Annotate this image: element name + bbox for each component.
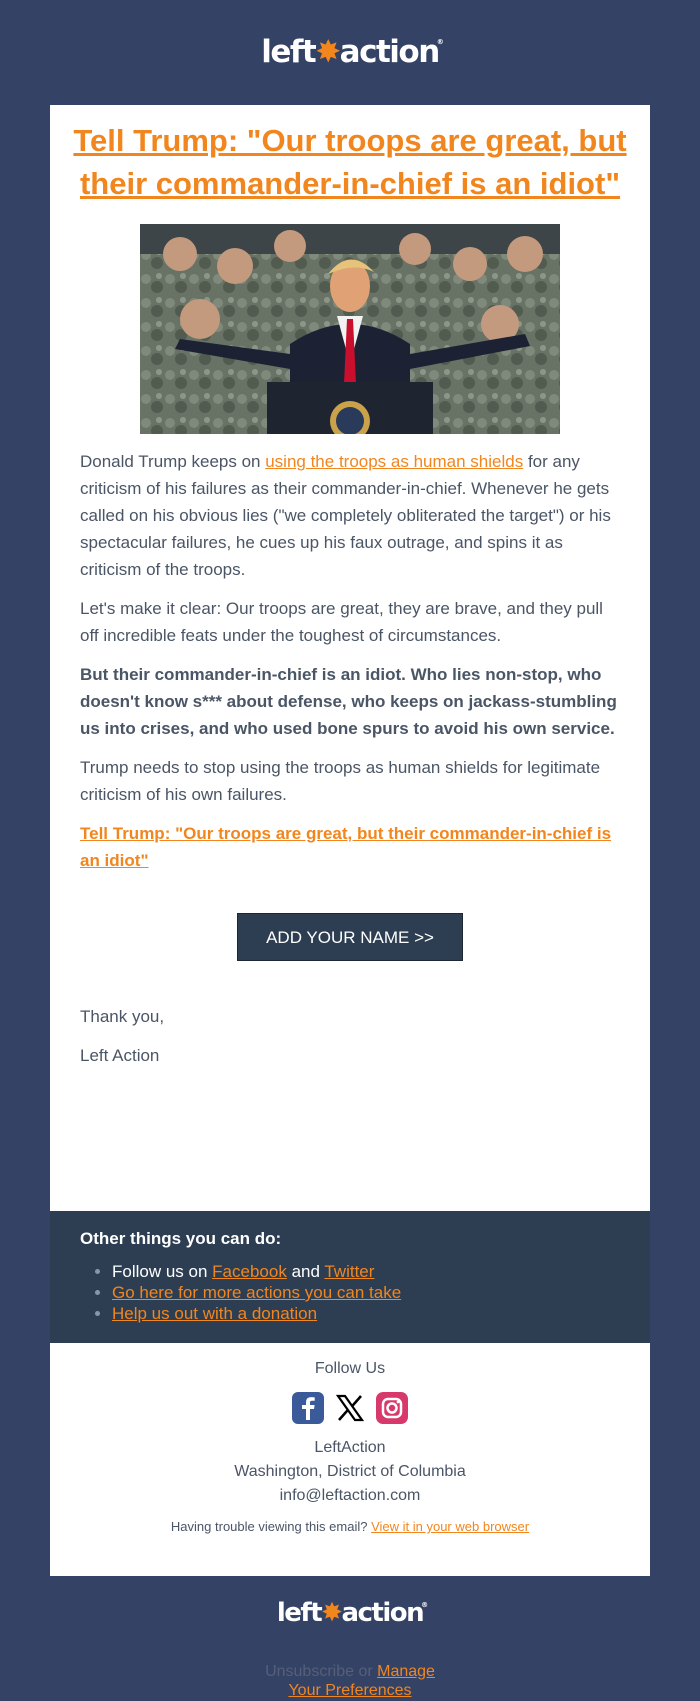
footer-registered-mark: ® xyxy=(421,1601,429,1609)
intro-text-start: Donald Trump keeps on xyxy=(80,452,266,471)
paragraph-troops-great: Let's make it clear: Our troops are great, they are brave, and they pull off incredible feats under the toughest of circumstances. xyxy=(80,599,603,645)
other-actions-list xyxy=(80,1261,620,1324)
logo-burst-icon: ✸ xyxy=(315,34,340,70)
leftaction-logo[interactable] xyxy=(261,34,444,70)
other-actions-title: Other things you can do: xyxy=(80,1229,282,1248)
paragraph-intro xyxy=(80,448,620,583)
list-item-donation xyxy=(112,1303,620,1324)
more-actions-link[interactable]: Go here for more actions you can take xyxy=(112,1283,402,1302)
org-info xyxy=(50,1436,650,1508)
org-location: Washington, District of Columbia xyxy=(234,1463,466,1480)
logo-left-text: left xyxy=(261,34,316,70)
follow-us-label: Follow Us xyxy=(314,1360,386,1377)
donation-link[interactable]: Help us out with a donation xyxy=(112,1304,318,1323)
x-twitter-icon[interactable] xyxy=(333,1391,367,1425)
preferences-link[interactable]: Your Preferences xyxy=(288,1682,412,1699)
headline: Tell Trump: "Our troops are great, but their commander-in-chief is an idiot" xyxy=(73,123,627,201)
leftaction-footer-logo[interactable] xyxy=(276,1598,429,1628)
footer-logo-right-text: action xyxy=(341,1598,424,1628)
petition-link[interactable]: Tell Trump: "Our troops are great, but their commander-in-chief is an idiot" xyxy=(80,824,612,870)
paragraph-stop-shields: Trump needs to stop using the troops as human shields for legitimate criticism of his own failures. xyxy=(80,758,601,804)
paragraph-commander-idiot: But their commander-in-chief is an idiot. Who lies non-stop, who doesn't know s*** about defense, who keeps on jackass-stumbling us into crises, and who used bone spurs to avoid his own service. xyxy=(80,665,617,738)
facebook-icon[interactable] xyxy=(291,1391,325,1425)
org-name: LeftAction xyxy=(314,1439,386,1456)
trouble-text: Having trouble viewing this email? xyxy=(170,1519,372,1534)
footer-logo-wrap xyxy=(0,1600,700,1626)
follow-prefix-text: Follow us on xyxy=(112,1262,213,1281)
thanks-text: Thank you, xyxy=(80,1007,165,1026)
unsubscribe-link[interactable]: Unsubscribe or xyxy=(265,1663,378,1680)
social-icons xyxy=(50,1391,650,1425)
email-card xyxy=(50,105,650,1211)
signoff xyxy=(80,1003,620,1081)
intro-text-end: for any criticism of his failures as their commander-in-chief. Whenever he gets called on his obvious lies ("we completely obliterated the target") or his spectacular failures, he cues up his faux outrage, and spins it as criticism of the troops. xyxy=(80,452,611,579)
add-your-name-button[interactable]: ADD YOUR NAME >> xyxy=(237,913,463,961)
email-body xyxy=(50,448,650,1081)
trump-troops-photo[interactable] xyxy=(140,224,560,434)
human-shields-link[interactable]: using the troops as human shields xyxy=(265,452,524,471)
footer-card xyxy=(50,1343,650,1576)
list-item-follow xyxy=(112,1261,620,1282)
signature-text: Left Action xyxy=(80,1046,160,1065)
instagram-icon[interactable] xyxy=(375,1391,409,1425)
and-text: and xyxy=(286,1262,325,1281)
facebook-link[interactable]: Facebook xyxy=(212,1262,287,1281)
org-email: info@leftaction.com xyxy=(279,1487,421,1504)
add-name-button-link[interactable] xyxy=(237,928,463,947)
view-in-browser-link[interactable]: View it in your web browser xyxy=(371,1519,530,1534)
list-item-actions xyxy=(112,1282,620,1303)
twitter-link[interactable]: Twitter xyxy=(324,1262,375,1281)
logo-right-text: action xyxy=(339,34,439,70)
unsubscribe-line xyxy=(0,1662,700,1700)
footer-logo-burst-icon: ✸ xyxy=(321,1598,342,1628)
footer-logo-left-text: left xyxy=(276,1598,322,1628)
registered-mark: ® xyxy=(436,38,444,46)
headline-link[interactable] xyxy=(50,105,650,205)
header xyxy=(0,0,700,105)
other-actions-panel xyxy=(50,1211,650,1343)
trouble-viewing xyxy=(50,1519,650,1534)
manage-link[interactable]: Manage xyxy=(377,1663,435,1680)
